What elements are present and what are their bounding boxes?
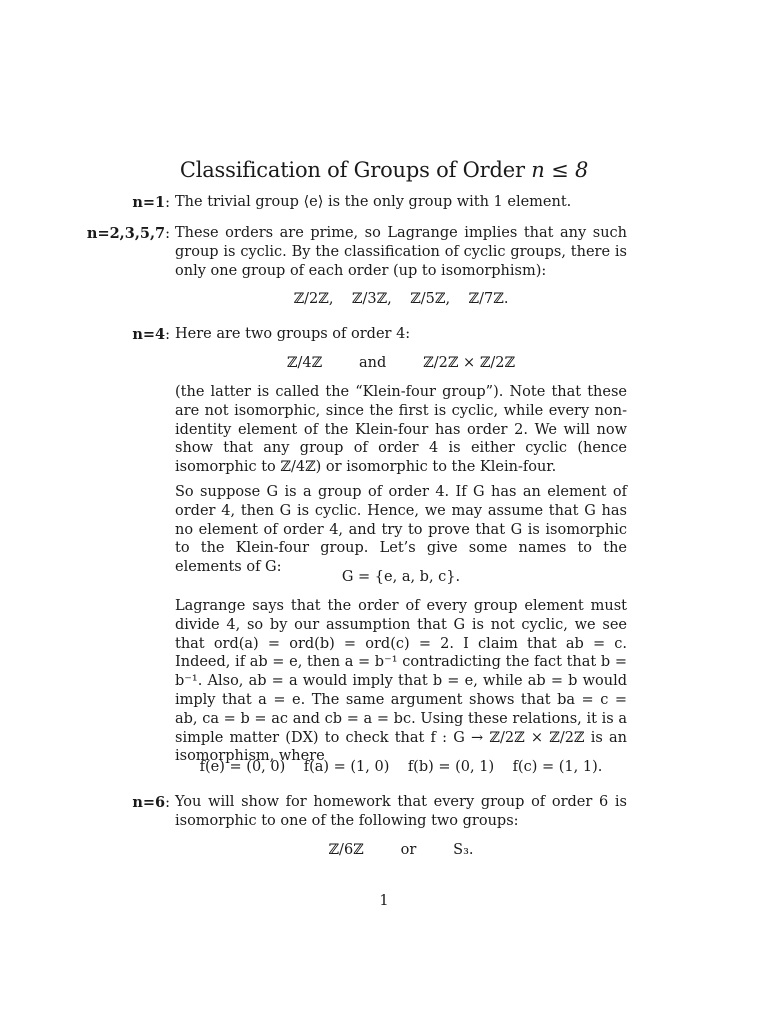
- text-n1: The trivial group ⟨e⟩ is the only group with 1 element.: [175, 194, 572, 210]
- title-variable: n ≤ 8: [531, 158, 589, 182]
- label-n1: n=1:: [132, 194, 170, 211]
- display-isomorphism: f(e) = (0, 0) f(a) = (1, 0) f(b) = (0, 1) f(c) = (1, 1).: [199, 759, 603, 775]
- text-n4-p3: Lagrange says that the order of every group element must divide 4, so by our assumption that G is not cyclic, we see that ord(a) = ord(b) = ord(c) = 2. I claim that ab = c. Indeed, if ab = e, then a = b⁻¹ contradicting the fact that b = b⁻¹. Also, ab = a would imply that b = e, while ab = b would imply that a = e. The same argument shows that ba = c = ab, ca = b = ac and cb = a = bc. Using these relations, it is a simple matter (DX) to check that f : G → ℤ/2ℤ × ℤ/2ℤ is an isomorphism, where: [175, 598, 627, 765]
- display-order4-groups: ℤ/4ℤ and ℤ/2ℤ × ℤ/2ℤ: [286, 355, 516, 371]
- title-text: Classification of Groups of Order: [179, 158, 532, 182]
- display-prime-groups: ℤ/2ℤ, ℤ/3ℤ, ℤ/5ℤ, ℤ/7ℤ.: [293, 291, 509, 307]
- text-n2357: These orders are prime, so Lagrange implies that any such group is cyclic. By the classification of cyclic groups, there is only one group of each order (up to isomorphism):: [175, 225, 627, 279]
- page-number: 1: [379, 893, 389, 909]
- label-n6: n=6:: [132, 794, 170, 811]
- label-n2357: n=2,3,5,7:: [86, 225, 170, 242]
- text-n4-p1: (the latter is called the “Klein-four group”). Note that these are not isomorphic, since the first is cyclic, while every non-identity element of the Klein-four has order 2. We will now show that any group of order 4 is either cyclic (hence isomorphic to ℤ/4ℤ) or isomorphic to the Klein-four.: [175, 384, 627, 476]
- text-n4-intro: Here are two groups of order 4:: [175, 326, 411, 342]
- page-title: [0, 158, 768, 182]
- display-group-elements: G = {e, a, b, c}.: [341, 569, 461, 585]
- display-order6-groups: ℤ/6ℤ or S₃.: [328, 842, 474, 858]
- text-n4-p2: So suppose G is a group of order 4. If G has an element of order 4, then G is cyclic. Hence, we may assume that G has no element of order 4, and try to prove that G is isomorphic to the Klein-four group. Let’s give some names to the elements of G:: [175, 484, 627, 576]
- label-n4: n=4:: [132, 326, 170, 343]
- text-n6: You will show for homework that every group of order 6 is isomorphic to one of the following two groups:: [175, 794, 627, 829]
